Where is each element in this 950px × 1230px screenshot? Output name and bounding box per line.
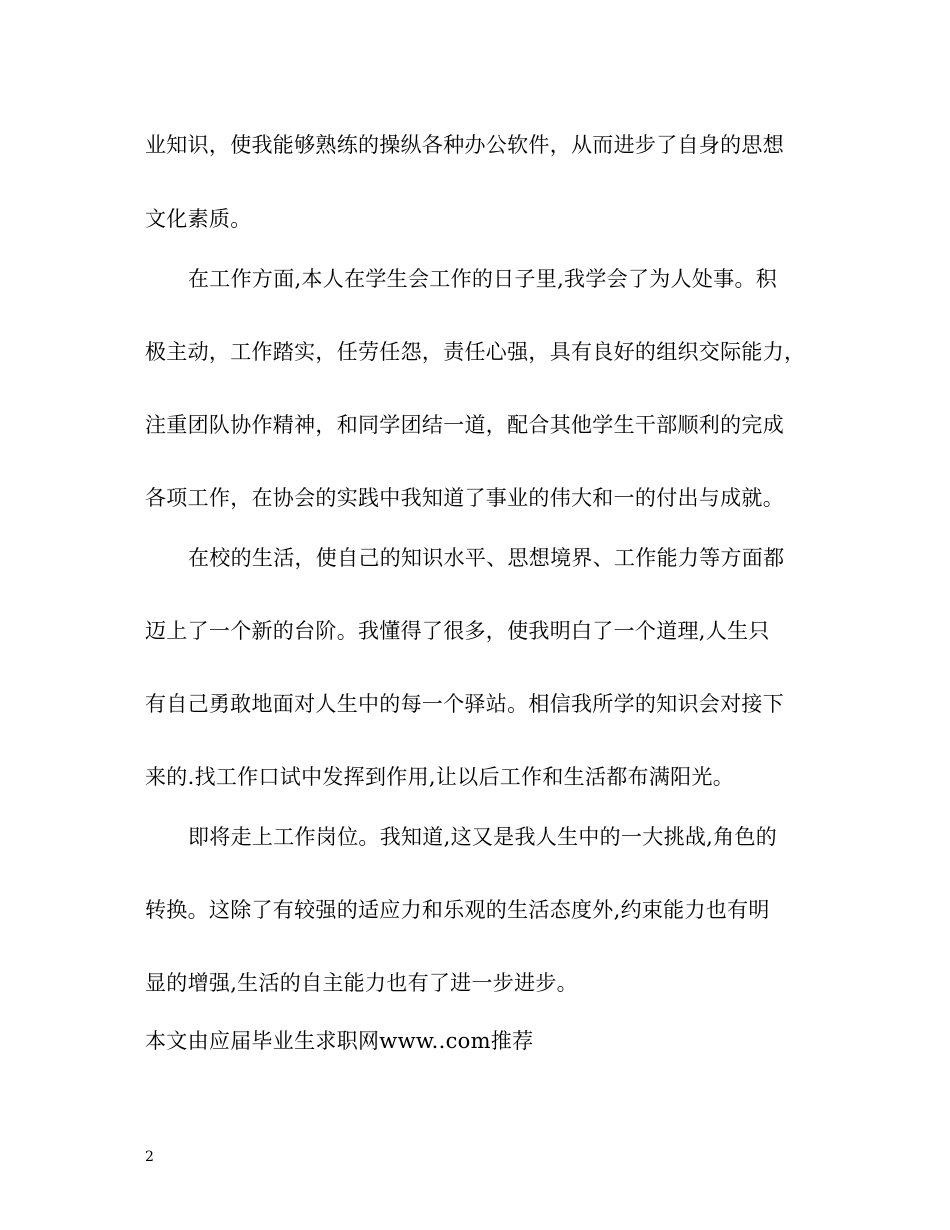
text-line-4: 极主动，工作踏实，任劳任怨，责任心强，具有良好的组织交际能力， — [145, 340, 806, 364]
text-line-1: 业知识，使我能够熟练的操纵各种办公软件，从而进步了自身的思想 — [145, 133, 784, 157]
text-line-13: 显的增强,生活的自主能力也有了进一步进步。 — [145, 971, 578, 995]
recommendation-line: 本文由应届毕业生求职网www..com推荐 — [145, 1029, 534, 1053]
text-line-2: 文化素质。 — [145, 207, 252, 231]
text-line-8: 迈上了一个新的台阶。我懂得了很多，使我明白了一个道理,人生只 — [145, 619, 770, 643]
text-line-10: 来的.找工作口试中发挥到作用,让以后工作和生活都布满阳光。 — [145, 765, 735, 789]
paragraph-start-campus: 在校的生活，使自己的知识水平、思想境界、工作能力等方面都 — [188, 546, 785, 570]
paragraph-start-work: 在工作方面,本人在学生会工作的日子里,我学会了为人处事。积 — [188, 267, 778, 291]
text-line-9: 有自己勇敢地面对人生中的每一个驿站。相信我所学的知识会对接下 — [145, 692, 784, 716]
page-number: 2 — [145, 1149, 154, 1165]
text-line-5: 注重团队协作精神，和同学团结一道，配合其他学生干部顺利的完成 — [145, 413, 784, 437]
paragraph-start-job: 即将走上工作岗位。我知道,这又是我人生中的一大挑战,角色的 — [188, 825, 778, 849]
text-line-6: 各项工作，在协会的实践中我知道了事业的伟大和一的付出与成就。 — [145, 486, 784, 510]
text-line-12: 转换。这除了有较强的适应力和乐观的生活态度外,约束能力也有明 — [145, 898, 770, 922]
